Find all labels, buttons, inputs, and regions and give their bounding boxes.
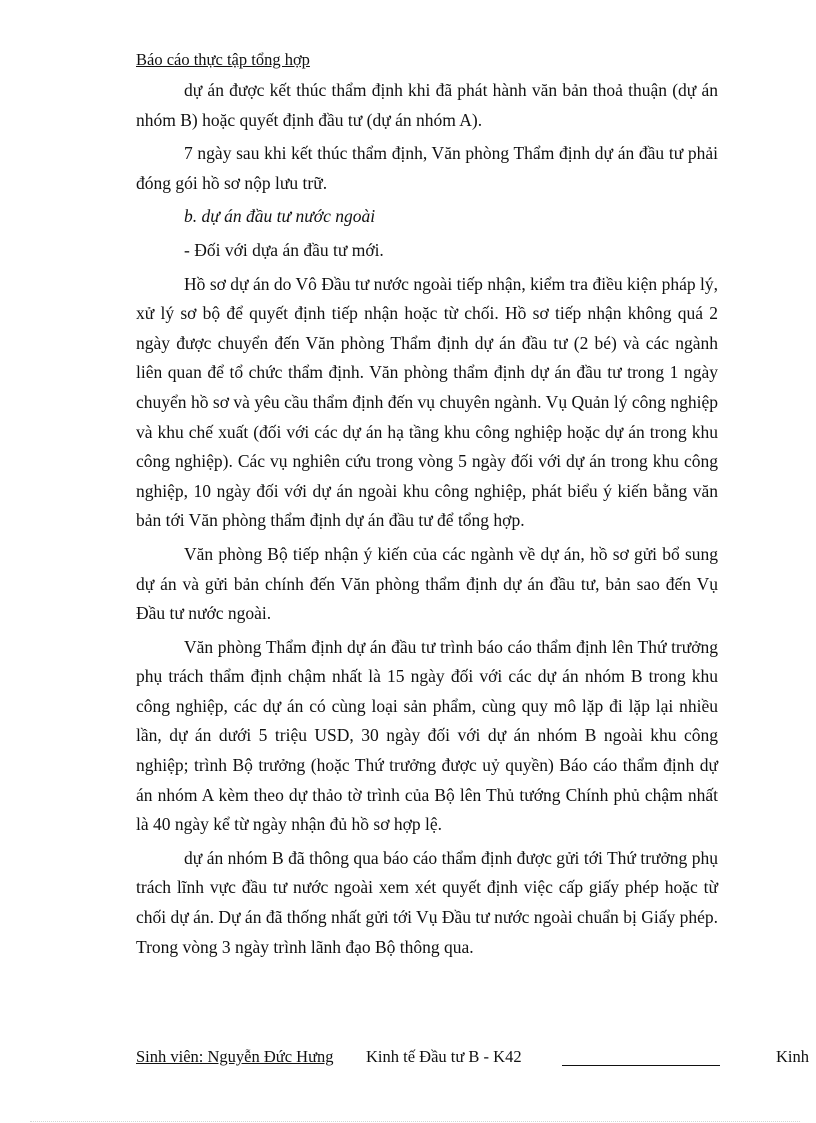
paragraph-1: dự án được kết thúc thẩm định khi đã phát hành văn bản thoả thuận (dự án nhóm B) hoặc quyết định đầu tư (dự án nhóm A).	[136, 80, 718, 130]
paragraph-2: 7 ngày sau khi kết thúc thẩm định, Văn phòng Thẩm định dự án đầu tư phải đóng gói hồ sơ nộp lưu trữ.	[136, 143, 718, 193]
footer-right-text: Kinh	[776, 1047, 809, 1066]
footer-underline-rule	[562, 1047, 720, 1066]
document-body	[136, 76, 718, 966]
page-header-title: Báo cáo thực tập tổng hợp	[136, 50, 310, 69]
sub-heading-new-projects: - Đối với dựa án đầu tư mới.	[184, 239, 384, 260]
page-bottom-divider	[30, 1121, 800, 1122]
footer-student-name: Sinh viên: Nguyễn Đức Hưng	[136, 1047, 334, 1066]
footer-class: Kinh tế Đầu tư B - K42	[366, 1047, 522, 1066]
paragraph-4: Văn phòng Bộ tiếp nhận ý kiến của các ngành về dự án, hồ sơ gửi bổ sung dự án và gửi bản chính đến Văn phòng thẩm định dự án đầu tư, bản sao đến Vụ Đầu tư nước ngoài.	[136, 543, 718, 624]
section-heading-foreign-investment: b. dự án đầu tư nước ngoài	[184, 206, 376, 227]
paragraph-6: dự án nhóm B đã thông qua báo cáo thẩm định được gửi tới Thứ trưởng phụ trách lĩnh vực đầu tư nước ngoài xem xét quyết định việc cấp giấy phép hoặc từ chối dự án. Dự án đã thống nhất gửi tới Vụ Đầu tư nước ngoài chuẩn bị Giấy phép. Trong vòng 3 ngày trình lãnh đạo Bộ thông qua.	[136, 847, 718, 957]
paragraph-5: Văn phòng Thẩm định dự án đầu tư trình báo cáo thẩm định lên Thứ trưởng phụ trách thẩm định chậm nhất là 15 ngày đối với các dự án nhóm B trong khu công nghiệp, các dự án có cùng loại sản phẩm, cùng quy mô lặp đi lặp lại nhiều lần, dự án dưới 5 triệu USD, 30 ngày đối với dự án nhóm B ngoài khu công nghiệp; trình Bộ trưởng (hoặc Thứ trưởng được uỷ quyền) Báo cáo thẩm định dự án nhóm A kèm theo dự thảo tờ trình của Bộ lên Thủ tướng Chính phủ chậm nhất là 40 ngày kể từ ngày nhận đủ hồ sơ hợp lệ.	[136, 636, 718, 835]
page-footer	[136, 1047, 816, 1071]
paragraph-3: Hồ sơ dự án do Vô Đầu tư nước ngoài tiếp nhận, kiểm tra điều kiện pháp lý, xử lý sơ bộ để quyết định tiếp nhận hoặc từ chối. Hồ sơ tiếp nhận không quá 2 ngày được chuyển đến Văn phòng Thẩm định dự án đầu tư (2 bé) và các ngành liên quan để tổ chức thẩm định. Văn phòng thẩm định dự án đầu tư trong 1 ngày chuyển hồ sơ và yêu cầu thẩm định đến vụ chuyên ngành. Vụ Quản lý công nghiệp và khu chế xuất (đối với các dự án hạ tầng khu công nghiệp hoặc dự án trong khu công nghiệp). Các vụ nghiên cứu trong vòng 5 ngày đối với dự án trong khu công nghiệp, 10 ngày đối với dự án ngoài khu công nghiệp, phát biểu ý kiến bằng văn bản tới Văn phòng thẩm định dự án đầu tư để tổng hợp.	[136, 273, 718, 531]
